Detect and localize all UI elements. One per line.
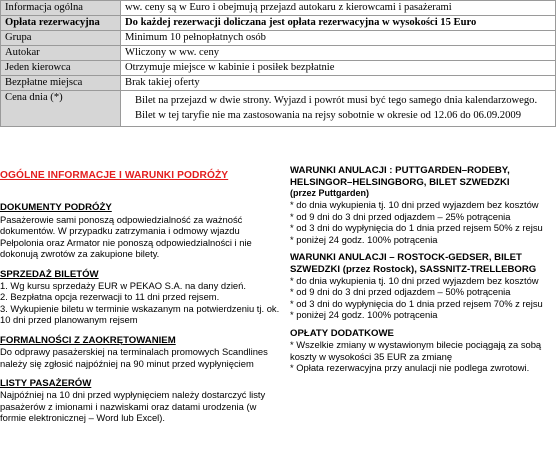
list-item: * Wszelkie zmiany w wystawionym bilecie pociągają za sobą koszty w wysokości 35 EUR za zmianę — [290, 339, 542, 362]
info-label: Autokar — [1, 46, 121, 61]
section-title: OGÓLNE INFORMACJE I WARUNKI PODRÓŻY — [0, 170, 229, 181]
info-row — [1, 1, 556, 16]
info-row — [1, 46, 556, 61]
list-item: 3. Wykupienie biletu w terminie wskazanym na potwierdzeniu tj. ok. 10 dni przed planowanym rejsem — [0, 302, 280, 326]
info-label: Jeden kierowca — [1, 61, 121, 76]
list-item: * poniżej 24 godz. 100% potrącenia — [290, 309, 438, 321]
passengers-text: Najpóźniej na 10 dni przed wypłynięciem należy dostarczyć listy pasażerów z imionami i nazwiskami oraz datami urodzenia (w formie elektronicznej – Word lub Excel). — [0, 389, 266, 424]
info-label: Cena dnia (*) — [1, 91, 121, 127]
info-row — [1, 61, 556, 76]
documents-section — [0, 202, 282, 259]
list-item: 1. Wg kursu sprzedaży EUR w PEKAO S.A. na dany dzień. — [0, 280, 246, 292]
info-label: Opłata rezerwacyjna — [1, 16, 121, 31]
info-value: Brak takiej oferty — [121, 76, 556, 91]
cancellation-section-puttgarden — [290, 165, 558, 245]
list-item: * do dnia wykupienia tj. 10 dni przed wyjazdem bez kosztów — [290, 199, 539, 211]
extra-fees-heading: OPŁATY DODATKOWE — [290, 327, 394, 339]
list-item: * od 9 dni do 3 dni przed odjazdem – 50% potrącenia — [290, 286, 511, 298]
info-value: Bilet na przejazd w dwie strony. Wyjazd i powrót musi być tego samego dnia kalendarzowego. Bilet w tej taryfie nie ma zastosowania na rejsy sobotnie w okresie od 12.06 do 06.09.2009 — [121, 91, 556, 127]
list-item: 2. Bezpłatna opcja rezerwacji to 11 dni przed rejsem. — [0, 291, 220, 303]
passengers-section — [0, 378, 282, 424]
documents-heading: DOKUMENTY PODRÓŻY — [0, 202, 112, 214]
info-row — [1, 31, 556, 46]
list-item: * Opłata rezerwacyjna przy anulacji nie podlega zwrotowi. — [290, 361, 530, 373]
info-label: Informacja ogólna — [1, 1, 121, 16]
info-value: Do każdej rezerwacji doliczana jest opłata rezerwacyjna w wysokości 15 Euro — [121, 16, 556, 31]
cancellation-subheading: (przez Puttgarden) — [290, 188, 370, 198]
info-label: Bezpłatne miejsca — [1, 76, 121, 91]
info-value: Wliczony w ww. ceny — [121, 46, 556, 61]
info-value: ww. ceny są w Euro i obejmują przejazd autokaru z kierowcami i pasażerami — [121, 1, 556, 16]
conditions-column — [290, 165, 558, 380]
info-value: Minimum 10 pełnopłatnych osób — [121, 31, 556, 46]
documents-text: Pasażerowie sami ponoszą odpowiedzialność za ważność dokumentów. W przypadku zatrzymania i odmowy wjazdu Pełpolonia oraz Armator nie ponoszą odpowiedzialności i nie dokonują zwrotów za zakupione bilety. — [0, 213, 252, 260]
info-row — [1, 76, 556, 91]
cancellation-heading: WARUNKI ANULACJI : PUTTGARDEN–RODEBY, HELSINGOR–HELSINGBORG, BILET SZWEDZKI — [290, 165, 510, 188]
general-info-column — [0, 170, 282, 433]
list-item: * od 9 dni do 3 dni przed odjazdem – 25% potrącenia — [290, 210, 511, 222]
info-row — [1, 16, 556, 31]
extra-fees-section — [290, 328, 558, 374]
list-item: * od 3 dni do wypłynięcia do 1 dnia przed rejsem 70% z rejsu — [290, 297, 543, 309]
cancellation-heading: WARUNKI ANULACJI – ROSTOCK-GEDSER, BILET SZWEDZKI (przez Rostock), SASSNITZ-TRELLEBORG — [290, 252, 537, 275]
list-item: * od 3 dni do wypłynięcia do 1 dnia przed rejsem 50% z rejsu — [290, 222, 543, 234]
list-item: * do dnia wykupienia tj. 10 dni przed wyjazdem bez kosztów — [290, 275, 539, 287]
formalities-heading: FORMALNOŚCI Z ZAOKRĘTOWANIEM — [0, 334, 176, 346]
sales-section — [0, 269, 282, 326]
info-value: Otrzymuje miejsce w kabinie i posiłek bezpłatnie — [121, 61, 556, 76]
formalities-text: Do odprawy pasażerskiej na terminalach promowych Scandlines należy się zgłosić najpóźniej na 90 minut przed wypłynięciem — [0, 346, 268, 369]
passengers-heading: LISTY PASAŻERÓW — [0, 377, 92, 389]
info-row — [1, 91, 556, 127]
formalities-section — [0, 335, 282, 369]
list-item: * poniżej 24 godz. 100% potrącenia — [290, 233, 438, 245]
pricing-info-table — [0, 0, 556, 127]
info-label: Grupa — [1, 31, 121, 46]
cancellation-section-rostock — [290, 252, 558, 321]
sales-heading: SPRZEDAŻ BILETÓW — [0, 268, 99, 280]
